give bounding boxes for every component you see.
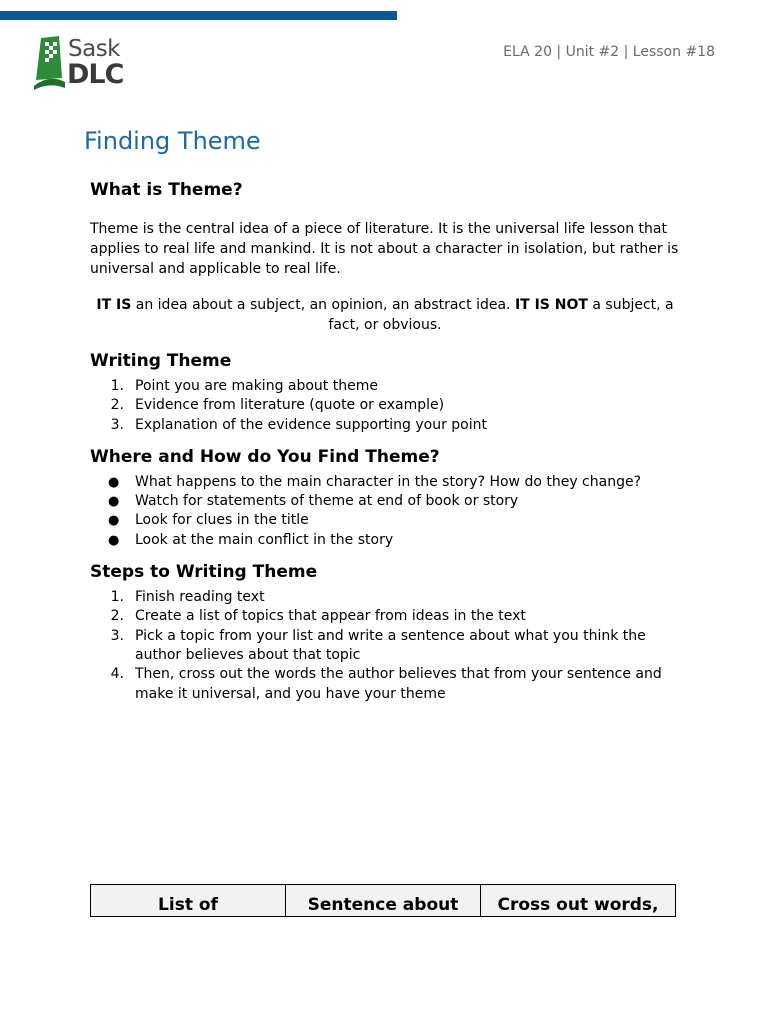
list-item: ● Watch for statements of theme at end of book or story (90, 492, 680, 511)
bullet-icon: ● (108, 494, 120, 510)
is-isnot-statement (90, 295, 680, 335)
logo-flag-icon (33, 34, 69, 92)
bullet-icon: ● (108, 474, 120, 490)
table-header-cell: List of (91, 885, 286, 917)
theme-definition: Theme is the central idea of a piece of literature. It is the universal life lesson that applies to real life and mankind. It is not about a character in isolation, but rather is universal and applicable to real life. (90, 221, 679, 277)
is-text: an idea about a subject, an opinion, an abstract idea. (131, 297, 515, 313)
logo-text-dlc: DLC (67, 59, 124, 90)
page-title: Finding Theme (84, 127, 261, 155)
heading-writing-theme: Writing Theme (90, 351, 232, 371)
heading-what-is-theme: What is Theme? (90, 180, 243, 200)
is-label: IT IS (96, 297, 132, 313)
list-item: ● What happens to the main character in the story? How do they change? (90, 473, 680, 492)
list-item: 3. Explanation of the evidence supporting your point (110, 416, 487, 433)
writing-theme-list (90, 377, 680, 435)
header-accent-bar (0, 11, 397, 20)
bullet-icon: ● (108, 513, 120, 529)
isnot-label: IT IS NOT (514, 297, 588, 313)
list-item: 4. Then, cross out the words the author believes that from your sentence and make it universal, and you have your theme (110, 666, 662, 702)
isnot-text: a subject, a fact, or obvious. (328, 297, 674, 333)
table-header-cell: Cross out words, (481, 885, 676, 917)
heading-where-find-theme: Where and How do You Find Theme? (90, 446, 440, 467)
list-item: 2. Create a list of topics that appear from ideas in the text (110, 608, 526, 625)
list-item: 2. Evidence from literature (quote or example) (110, 397, 445, 414)
table-header-cell: Sentence about (286, 885, 481, 917)
list-item: 3. Pick a topic from your list and write a sentence about what you think the author believes about that topic (110, 627, 646, 663)
lesson-reference: ELA 20 | Unit #2 | Lesson #18 (503, 44, 715, 60)
list-item: 1. Point you are making about theme (110, 378, 378, 394)
logo-text-sask: Sask (68, 36, 120, 62)
theme-worksheet-table (90, 884, 676, 917)
list-item: 1. Finish reading text (110, 589, 265, 606)
find-theme-list (90, 473, 680, 550)
table-header-row (91, 885, 676, 917)
list-item: ● Look for clues in the title (90, 511, 680, 530)
steps-list (90, 588, 680, 704)
list-item: ● Look at the main conflict in the story (90, 531, 680, 550)
sask-dlc-logo (33, 34, 143, 94)
document-body (90, 178, 680, 704)
heading-steps-writing-theme: Steps to Writing Theme (90, 562, 318, 583)
bullet-icon: ● (108, 532, 120, 548)
